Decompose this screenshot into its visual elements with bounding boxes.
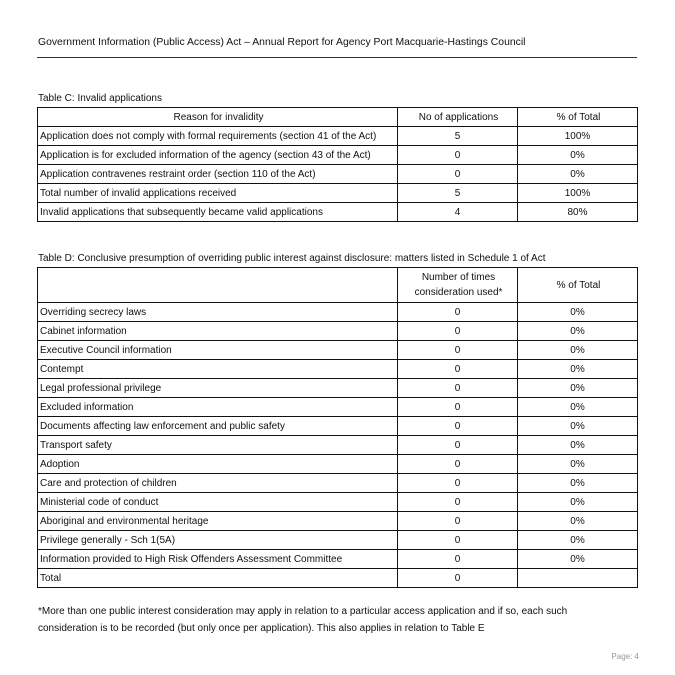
column-header: No of applications xyxy=(398,108,518,127)
table-row xyxy=(38,531,638,550)
count-cell: 0 xyxy=(398,531,518,550)
footnote-line: *More than one public interest consideration may apply in relation to a particular access application and if so, each such xyxy=(38,606,568,617)
percent-cell: 80% xyxy=(518,203,638,222)
column-header: Reason for invalidity xyxy=(38,108,398,127)
count-cell: 0 xyxy=(398,341,518,360)
count-cell: 0 xyxy=(398,398,518,417)
percent-cell: 0% xyxy=(518,341,638,360)
footnote xyxy=(38,603,638,637)
row-label: Application is for excluded information of the agency (section 43 of the Act) xyxy=(38,146,398,165)
row-label: Care and protection of children xyxy=(38,474,398,493)
column-header-line: Number of times xyxy=(421,272,496,283)
percent-cell: 0% xyxy=(518,165,638,184)
header-divider xyxy=(37,57,637,58)
percent-cell: 0% xyxy=(518,398,638,417)
row-label: Aboriginal and environmental heritage xyxy=(38,512,398,531)
table-row xyxy=(38,512,638,531)
row-label: Application contravenes restraint order (section 110 of the Act) xyxy=(38,165,398,184)
row-label: Contempt xyxy=(38,360,398,379)
percent-cell: 0% xyxy=(518,455,638,474)
table-row xyxy=(38,455,638,474)
count-cell: 0 xyxy=(398,303,518,322)
column-header: % of Total xyxy=(518,108,638,127)
percent-cell: 0% xyxy=(518,322,638,341)
table-d-schedule-1-matters xyxy=(37,267,638,588)
column-header xyxy=(38,268,398,303)
table-row xyxy=(38,203,638,222)
row-label: Ministerial code of conduct xyxy=(38,493,398,512)
percent-cell: 0% xyxy=(518,493,638,512)
table-row xyxy=(38,379,638,398)
column-header-line: consideration used* xyxy=(414,287,503,298)
percent-cell: 0% xyxy=(518,417,638,436)
count-cell: 0 xyxy=(398,360,518,379)
row-label: Total xyxy=(38,569,398,588)
row-label: Transport safety xyxy=(38,436,398,455)
table-row xyxy=(38,146,638,165)
count-cell: 5 xyxy=(398,127,518,146)
table-row xyxy=(38,303,638,322)
percent-cell: 100% xyxy=(518,184,638,203)
count-cell: 0 xyxy=(398,550,518,569)
document-header: Government Information (Public Access) Act – Annual Report for Agency Port Macquarie-Hastings Council xyxy=(38,37,526,48)
row-label: Cabinet information xyxy=(38,322,398,341)
table-header-row xyxy=(38,268,638,303)
footnote-line: consideration is to be recorded (but only once per application). This also applies in relation to Table E xyxy=(38,623,485,634)
count-cell: 0 xyxy=(398,474,518,493)
percent-cell: 0% xyxy=(518,531,638,550)
count-cell: 0 xyxy=(398,436,518,455)
column-header: % of Total xyxy=(518,268,638,303)
count-cell: 0 xyxy=(398,512,518,531)
row-label: Documents affecting law enforcement and public safety xyxy=(38,417,398,436)
table-row xyxy=(38,341,638,360)
table-row xyxy=(38,493,638,512)
table-d-caption: Table D: Conclusive presumption of overriding public interest against disclosure: matters listed in Schedule 1 of Act xyxy=(38,253,546,264)
row-label: Information provided to High Risk Offenders Assessment Committee xyxy=(38,550,398,569)
table-row xyxy=(38,417,638,436)
count-cell: 0 xyxy=(398,322,518,341)
percent-cell: 0% xyxy=(518,550,638,569)
row-label: Executive Council information xyxy=(38,341,398,360)
percent-cell: 0% xyxy=(518,474,638,493)
count-cell: 0 xyxy=(398,146,518,165)
percent-cell xyxy=(518,569,638,588)
row-label: Overriding secrecy laws xyxy=(38,303,398,322)
percent-cell: 0% xyxy=(518,303,638,322)
count-cell: 0 xyxy=(398,165,518,184)
row-label: Excluded information xyxy=(38,398,398,417)
table-row xyxy=(38,550,638,569)
table-c-caption: Table C: Invalid applications xyxy=(38,93,162,104)
table-c-invalid-applications xyxy=(37,107,638,222)
percent-cell: 0% xyxy=(518,360,638,379)
count-cell: 0 xyxy=(398,493,518,512)
count-cell: 0 xyxy=(398,455,518,474)
count-cell: 5 xyxy=(398,184,518,203)
row-label: Adoption xyxy=(38,455,398,474)
row-label: Legal professional privilege xyxy=(38,379,398,398)
table-row xyxy=(38,322,638,341)
row-label: Application does not comply with formal requirements (section 41 of the Act) xyxy=(38,127,398,146)
total-row xyxy=(38,569,638,588)
percent-cell: 0% xyxy=(518,379,638,398)
row-label: Privilege generally - Sch 1(5A) xyxy=(38,531,398,550)
percent-cell: 0% xyxy=(518,436,638,455)
column-header-times-used xyxy=(398,268,518,303)
table-row xyxy=(38,398,638,417)
page-number: Page: 4 xyxy=(611,652,639,661)
table-row xyxy=(38,360,638,379)
count-cell: 0 xyxy=(398,417,518,436)
row-label: Total number of invalid applications received xyxy=(38,184,398,203)
count-cell: 0 xyxy=(398,569,518,588)
table-row xyxy=(38,165,638,184)
table-row xyxy=(38,436,638,455)
percent-cell: 0% xyxy=(518,512,638,531)
table-row xyxy=(38,184,638,203)
count-cell: 0 xyxy=(398,379,518,398)
row-label: Invalid applications that subsequently became valid applications xyxy=(38,203,398,222)
count-cell: 4 xyxy=(398,203,518,222)
table-row xyxy=(38,474,638,493)
percent-cell: 0% xyxy=(518,146,638,165)
table-header-row xyxy=(38,108,638,127)
table-row xyxy=(38,127,638,146)
percent-cell: 100% xyxy=(518,127,638,146)
